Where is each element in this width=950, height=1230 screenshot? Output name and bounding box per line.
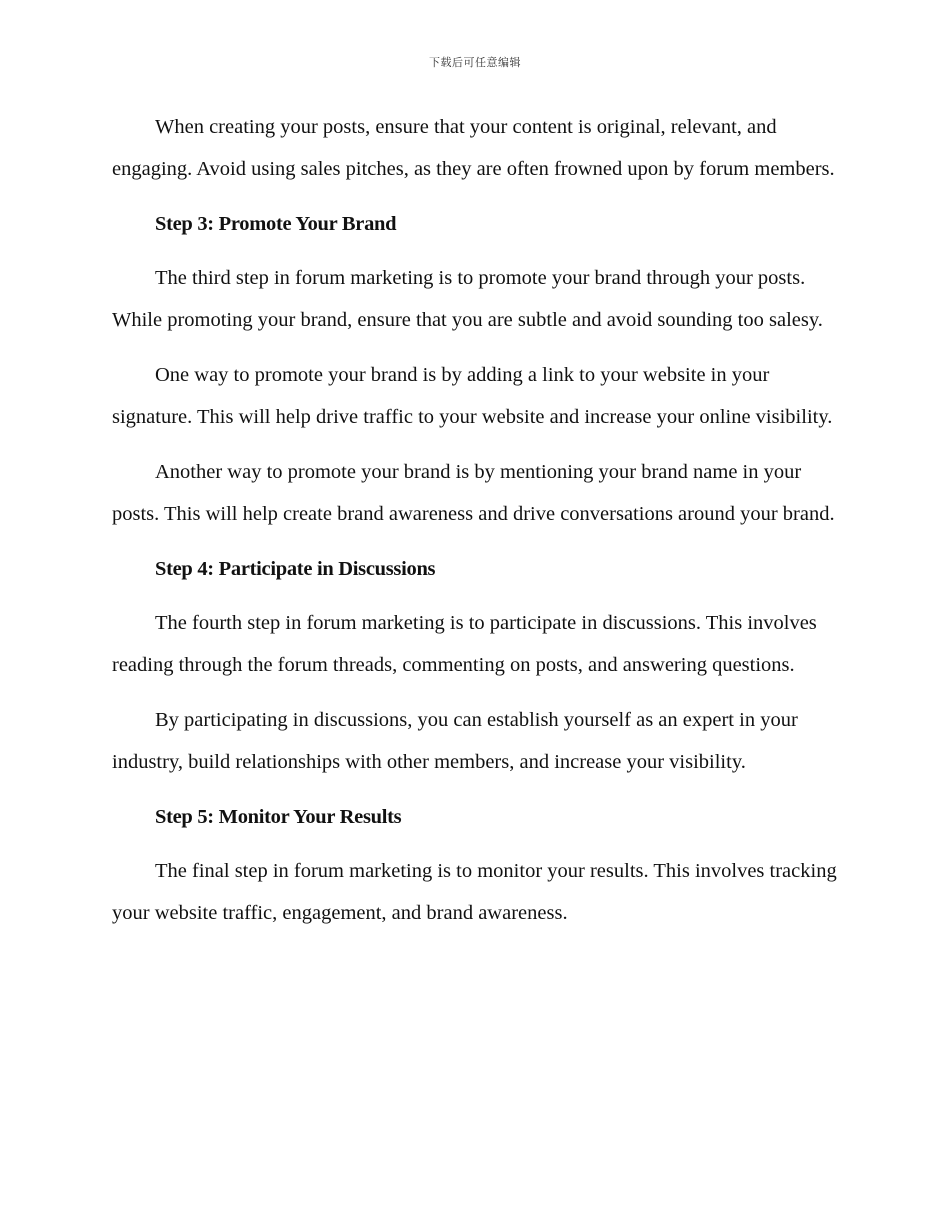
heading-step-4: Step 4: Participate in Discussions <box>155 558 436 580</box>
heading-step-5: Step 5: Monitor Your Results <box>155 806 402 828</box>
page-header-note: 下载后可任意编辑 <box>429 56 521 69</box>
paragraph-posts-content: When creating your posts, ensure that your content is original, relevant, and engaging. Avoid using sales pitches, as they are often frowned upon by forum members. <box>112 116 835 180</box>
paragraph-mention-brand: Another way to promote your brand is by mentioning your brand name in your posts. This will help create brand awareness and drive conversations around your brand. <box>112 461 835 525</box>
heading-step-3: Step 3: Promote Your Brand <box>155 213 397 235</box>
paragraph-participate: The fourth step in forum marketing is to participate in discussions. This involves reading through the forum threads, commenting on posts, and answering questions. <box>112 612 817 676</box>
document-body <box>112 106 842 947</box>
paragraph-expert: By participating in discussions, you can establish yourself as an expert in your industry, build relationships with other members, and increase your visibility. <box>112 709 798 773</box>
paragraph-monitor-results: The final step in forum marketing is to monitor your results. This involves tracking your website traffic, engagement, and brand awareness. <box>112 860 837 924</box>
paragraph-promote-brand: The third step in forum marketing is to promote your brand through your posts. While promoting your brand, ensure that you are subtle and avoid sounding too salesy. <box>112 267 823 331</box>
paragraph-signature-link: One way to promote your brand is by adding a link to your website in your signature. This will help drive traffic to your website and increase your online visibility. <box>112 364 833 428</box>
